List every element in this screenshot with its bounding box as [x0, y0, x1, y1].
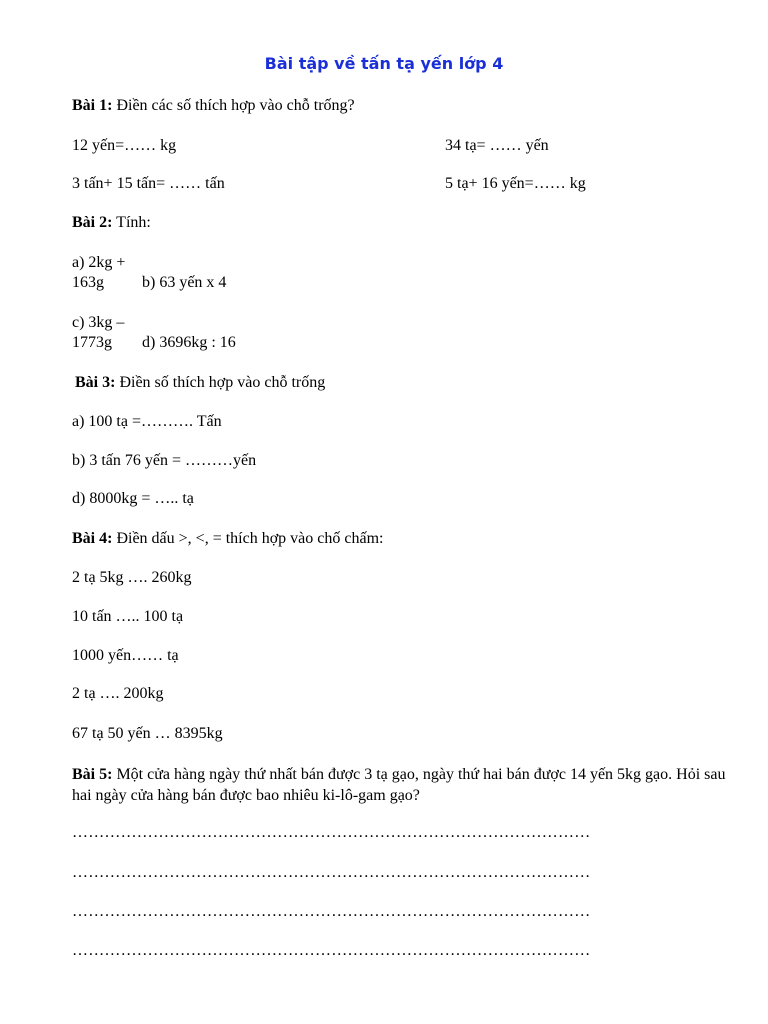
exercise-3-heading	[75, 373, 325, 393]
exercise-2-heading	[72, 213, 151, 233]
exercise-1-item-2: 34 tạ= …… yến	[445, 137, 549, 154]
exercise-2-item-a-line2: 163g	[72, 274, 104, 291]
exercise-2-label: Bài 2:	[72, 214, 113, 231]
answer-line-1: ……………………………………………………………………………………	[72, 824, 591, 841]
answer-line-3: ……………………………………………………………………………………	[72, 903, 591, 920]
exercise-4-item-5: 67 tạ 50 yến … 8395kg	[72, 725, 223, 742]
exercise-4-heading	[72, 529, 383, 549]
exercise-1-label: Bài 1:	[72, 97, 113, 114]
exercise-4-item-1: 2 tạ 5kg …. 260kg	[72, 569, 192, 586]
exercise-3-instruction: Điền số thích hợp vào chỗ trống	[115, 374, 326, 391]
exercise-4-instruction: Điền dấu >, <, = thích hợp vào chố chấm:	[112, 530, 384, 547]
exercise-2-item-d: d) 3696kg : 16	[142, 334, 236, 351]
exercise-1-item-3: 3 tấn+ 15 tấn= …… tấn	[72, 175, 225, 192]
answer-line-2: ……………………………………………………………………………………	[72, 864, 591, 881]
exercise-5-problem: Một cửa hàng ngày thứ nhất bán được 3 tạ gạo, ngày thứ hai bán được 14 yến 5kg gạo. Hỏi sau hai ngày cửa hàng bán được bao nhiêu ki-lô-gam gạo?	[72, 766, 726, 804]
exercise-2-instruction: Tính:	[112, 214, 151, 231]
exercise-4-item-2: 10 tấn ….. 100 tạ	[72, 608, 184, 625]
exercise-3-item-b: b) 3 tấn 76 yến = ………yến	[72, 452, 257, 469]
exercise-3-item-d: d) 8000kg = ….. tạ	[72, 490, 194, 507]
exercise-1-instruction: Điền các số thích hợp vào chỗ trống?	[112, 97, 355, 114]
exercise-2-item-b: b) 63 yến x 4	[142, 274, 227, 291]
exercise-1-heading	[72, 96, 355, 116]
exercise-5-label: Bài 5:	[72, 766, 113, 783]
exercise-1-item-4: 5 tạ+ 16 yến=…… kg	[445, 175, 586, 192]
exercise-4-item-4: 2 tạ …. 200kg	[72, 685, 164, 702]
exercise-3-item-a: a) 100 tạ =………. Tấn	[72, 413, 222, 430]
exercise-5-paragraph	[72, 764, 742, 806]
exercise-2-item-a-line1: a) 2kg +	[72, 254, 126, 271]
exercise-2-item-c-line2: 1773g	[72, 334, 112, 351]
exercise-1-item-1: 12 yến=…… kg	[72, 137, 177, 154]
page-title: Bài tập về tấn tạ yến lớp 4	[264, 54, 504, 73]
exercise-2-item-c-line1: c) 3kg –	[72, 314, 125, 331]
exercise-3-label: Bài 3:	[75, 374, 116, 391]
answer-line-4: ……………………………………………………………………………………	[72, 942, 591, 959]
exercise-4-label: Bài 4:	[72, 530, 113, 547]
exercise-4-item-3: 1000 yến…… tạ	[72, 647, 179, 664]
